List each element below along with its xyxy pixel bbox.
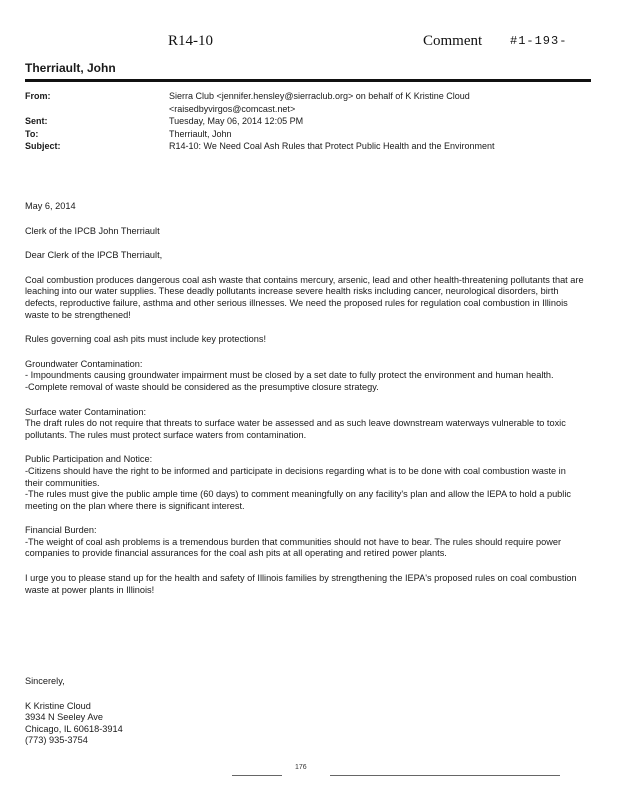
section-line: - Impoundments causing groundwater impairment must be closed by a set date to fully protect the environment and human health.: [25, 370, 554, 381]
section-heading: Surface water Contamination:: [25, 406, 147, 417]
meta-row-to: To: Therriault, John: [25, 128, 232, 139]
signature-name: K Kristine Cloud: [25, 700, 91, 711]
recipient-name: Therriault, John: [25, 61, 116, 75]
email-meta: [25, 90, 605, 153]
case-number: R14-10: [168, 33, 213, 49]
letter-body: [25, 201, 585, 609]
signature-phone: (773) 935-3754: [25, 735, 88, 746]
section-financial-burden: [25, 525, 585, 560]
letter-addressee: Clerk of the IPCB John Therriault: [25, 225, 160, 236]
letter-date: May 6, 2014: [25, 201, 76, 211]
section-heading: Financial Burden:: [25, 525, 97, 536]
section-heading: Public Participation and Notice:: [25, 454, 153, 465]
letter-rules-line: Rules governing coal ash pits must include key protections!: [25, 334, 267, 345]
signature-block: [25, 676, 123, 747]
comment-label: Comment: [423, 33, 483, 49]
signature-city: Chicago, IL 60618-3914: [25, 723, 123, 734]
letter-intro: Coal combustion produces dangerous coal ash waste that contains mercury, arsenic, lead and other health-threatening pollutants that are leaching into our water supplies. These deadly pollutants increase severe health risks including cancer, neurological disorders, birth defects, reproductive failure, asthma and other serious illnesses. We need the proposed rules for regulation coal combustion in Illinois waste to be strengthened!: [25, 274, 584, 320]
section-surface-water: [25, 407, 585, 442]
signoff: Sincerely,: [25, 676, 65, 686]
footer-rule-left: [232, 775, 282, 776]
section-line: The draft rules do not require that threats to surface water be assessed and as such leave downstream waterways vulnerable to toxic pollutants. The rules must protect surface waters from contamination.: [25, 418, 566, 440]
section-groundwater: [25, 359, 585, 394]
section-public-participation: [25, 454, 585, 512]
section-line: -The weight of coal ash problems is a tremendous burden that communities should not have to bear. The rules should require power companies to provide financial assurances for the coal ash pits at all operating and retired power plants.: [25, 536, 562, 559]
letter-closing-paragraph: I urge you to please stand up for the health and safety of Illinois families by strengthening the IEPA's proposed rules on coal combustion waste at power plants in Illinois!: [25, 573, 577, 595]
section-line: -Complete removal of waste should be considered as the presumptive closure strategy.: [25, 381, 379, 392]
meta-row-subject: Subject: R14-10: We Need Coal Ash Rules that Protect Public Health and the Environment: [25, 141, 495, 151]
meta-row-from: From: Sierra Club <jennifer.hensley@sierraclub.org> on behalf of K Kristine Cloud: [25, 91, 470, 101]
signature-street: 3934 N Seeley Ave: [25, 712, 103, 723]
page-number: 176: [295, 764, 307, 771]
section-line: -The rules must give the public ample time (60 days) to comment meaningfully on any facility's plan and allow the IEPA to hold a public meeting on the plan where there is significant interest.: [25, 489, 571, 511]
header-divider: [25, 79, 591, 82]
section-line: -Citizens should have the right to be informed and participate in decisions regarding what is to be done with coal combustion waste in their communities.: [25, 465, 566, 488]
comment-number: #1-193-: [510, 34, 568, 48]
footer-rule-right: [330, 775, 560, 776]
meta-row-sent: Sent: Tuesday, May 06, 2014 12:05 PM: [25, 116, 304, 126]
letter-salutation: Dear Clerk of the IPCB Therriault,: [25, 250, 163, 261]
section-heading: Groundwater Contamination:: [25, 358, 143, 369]
meta-row-from-cont: <raisedbyvirgos@comcast.net>: [169, 103, 296, 114]
